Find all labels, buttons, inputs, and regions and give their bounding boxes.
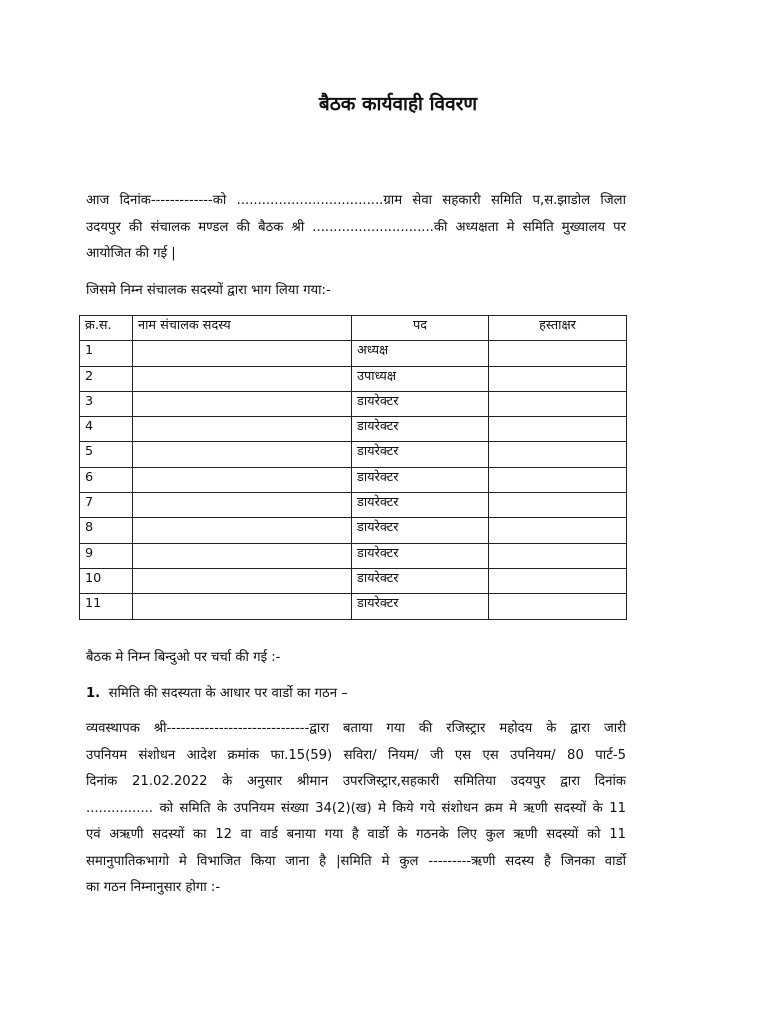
table-row (80, 467, 627, 492)
table-row (80, 594, 627, 619)
row-member-name (133, 366, 352, 391)
intro-paragraph (86, 188, 626, 268)
intro-line: आयोजित की गई | (86, 246, 176, 261)
row-member-name (133, 493, 352, 518)
row-post: डायरेक्टर (352, 493, 489, 518)
row-post: उपाध्यक्ष (352, 366, 489, 391)
row-serial: 4 (80, 417, 133, 442)
row-member-name (133, 518, 352, 543)
row-signature (489, 568, 627, 593)
row-serial: 6 (80, 467, 133, 492)
row-signature (489, 442, 627, 467)
row-serial: 3 (80, 391, 133, 416)
header-member-name: नाम संचालक सदस्य (133, 316, 352, 341)
row-serial: 5 (80, 442, 133, 467)
row-serial: 8 (80, 518, 133, 543)
header-signature: हस्ताक्षर (489, 316, 627, 341)
row-member-name (133, 467, 352, 492)
document-title: बैठक कार्यवाही विवरण (318, 93, 478, 115)
row-signature (489, 341, 627, 366)
table-row (80, 391, 627, 416)
point1-line: उपनियम संशोधन आदेश क्रमांक फा.15(59) सविरा/ नियम/ जी एस एस उपनियम/ 80 पार्ट-5 (86, 747, 626, 763)
row-post: डायरेक्टर (352, 442, 489, 467)
members-table (79, 315, 627, 620)
point1-line: समानुपातिकभागो मे विभाजित किया जाना है |समिति मे कुल ---------ऋणी सदस्य है जिनका वार्डो (86, 853, 626, 869)
table-row (80, 543, 627, 568)
table-row (80, 442, 627, 467)
row-member-name (133, 568, 352, 593)
row-member-name (133, 442, 352, 467)
row-serial: 2 (80, 366, 133, 391)
table-row (80, 568, 627, 593)
table-row (80, 341, 627, 366)
row-post: डायरेक्टर (352, 594, 489, 619)
header-post: पद (352, 316, 489, 341)
row-signature (489, 594, 627, 619)
row-post: डायरेक्टर (352, 391, 489, 416)
point1-line: व्यवस्थापक श्री------------------------------द्वारा बताया गया की रजिस्ट्रार महोदय के द्वारा जारी (86, 721, 626, 736)
point1-line: दिनांक 21.02.2022 के अनुसार श्रीमान उपरजिस्ट्रार,सहकारी समितिया उदयपुर द्वारा दिनांक (86, 774, 626, 789)
row-signature (489, 391, 627, 416)
row-member-name (133, 594, 352, 619)
point1-paragraph (86, 716, 626, 902)
point1-line: ................ को समिति के उपनियम संख्या 34(2)(ख) मे किये गये संशोधन क्रम मे ऋणी सदस्यों के 11 (86, 800, 626, 816)
row-serial: 10 (80, 568, 133, 593)
discussion-heading: बैठक मे निम्न बिन्दुओ पर चर्चा की गई :- (86, 650, 281, 665)
intro-line: आज दिनांक-------------को ...................................ग्राम सेवा सहकारी समिति प,स.झाडोल जिला (86, 193, 626, 208)
table-row (80, 366, 627, 391)
row-serial: 1 (80, 341, 133, 366)
row-post: डायरेक्टर (352, 467, 489, 492)
point1-number: 1. (86, 686, 101, 701)
point1-heading (86, 684, 646, 704)
row-member-name (133, 417, 352, 442)
table-header-row (80, 316, 627, 341)
row-post: डायरेक्टर (352, 568, 489, 593)
row-post: डायरेक्टर (352, 417, 489, 442)
row-signature (489, 493, 627, 518)
row-signature (489, 518, 627, 543)
row-serial: 7 (80, 493, 133, 518)
row-serial: 11 (80, 594, 133, 619)
point1-title: समिति की सदस्यता के आधार पर वार्डो का गठन – (108, 686, 348, 701)
point1-line: एवं अऋणी सदस्यों का 12 वा वार्ड बनाया गया है वार्डो के गठनके लिए कुल ऋणी सदस्यों को 11 (86, 827, 626, 842)
point1-line: का गठन निम्नानुसार होगा :- (86, 880, 221, 895)
row-signature (489, 467, 627, 492)
intro-line: उदयपुर की संचालक मण्डल की बैठक श्री .............................की अध्यक्षता मे समिति मुख्यालय पर (86, 219, 626, 235)
header-serial: क्र.स. (80, 316, 133, 341)
row-member-name (133, 341, 352, 366)
row-member-name (133, 543, 352, 568)
table-row (80, 518, 627, 543)
participants-heading: जिसमे निम्न संचालक सदस्यों द्वारा भाग लिया गया:- (86, 283, 331, 298)
row-signature (489, 543, 627, 568)
row-post: डायरेक्टर (352, 518, 489, 543)
row-signature (489, 417, 627, 442)
row-serial: 9 (80, 543, 133, 568)
row-signature (489, 366, 627, 391)
row-post: डायरेक्टर (352, 543, 489, 568)
row-member-name (133, 391, 352, 416)
table-row (80, 493, 627, 518)
table-row (80, 417, 627, 442)
row-post: अध्यक्ष (352, 341, 489, 366)
